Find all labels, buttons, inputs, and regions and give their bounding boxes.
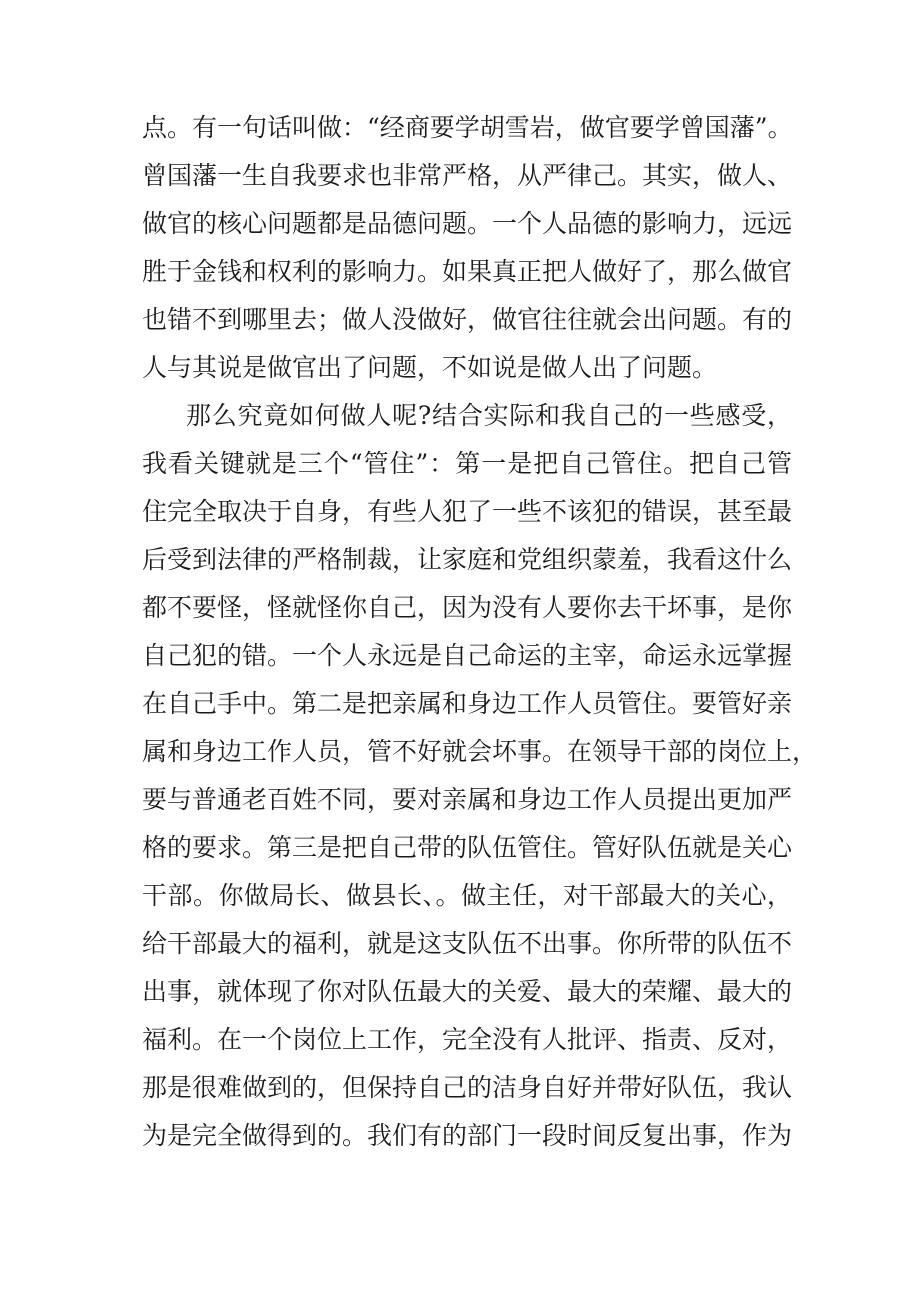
text-line: 干部。你做局长、做县长、。做主任，对干部最大的关心， (142, 881, 792, 910)
text-line: 自己犯的错。一个人永远是自己命运的主宰，命运永远掌握 (142, 641, 793, 670)
paragraph-2 (142, 392, 818, 1160)
text-line: 曾国藩一生自我要求也非常严格，从严律己。其实，做人、 (142, 161, 793, 190)
paragraph-1 (142, 104, 792, 392)
text-line: 属和身边工作人员，管不好就会坏事。在领导干部的岗位上， (142, 737, 818, 766)
text-line: 做官的核心问题都是品德问题。一个人品德的影响力，远远 (142, 209, 793, 238)
text-line: 我看关键就是三个“管住”：第一是把自己管住。把自己管 (142, 449, 792, 478)
text-line: 出事，就体现了你对队伍最大的关爱、最大的荣耀、最大的 (142, 977, 793, 1006)
text-line: 胜于金钱和权利的影响力。如果真正把人做好了，那么做官 (142, 257, 793, 286)
text-line: 住完全取决于自身，有些人犯了一些不该犯的错误，甚至最 (142, 497, 793, 526)
text-line: 要与普通老百姓不同，要对亲属和身边工作人员提出更加严 (142, 785, 793, 814)
text-line: 后受到法律的严格制裁，让家庭和党组织蒙羞，我看这什么 (142, 545, 793, 574)
text-line: 为是完全做得到的。我们有的部门一段时间反复出事，作为 (142, 1121, 793, 1150)
document-body (142, 104, 818, 1160)
text-line: 人与其说是做官出了问题，不如说是做人出了问题。 (142, 353, 718, 382)
text-line: 那么究竟如何做人呢?结合实际和我自己的一些感受， (186, 401, 792, 430)
text-line: 福利。在一个岗位上工作，完全没有人批评、指责、反对， (142, 1025, 793, 1054)
text-line: 格的要求。第三是把自己带的队伍管住。管好队伍就是关心 (142, 833, 793, 862)
text-line: 都不要怪，怪就怪你自己，因为没有人要你去干坏事，是你 (142, 593, 793, 622)
text-line: 给干部最大的福利，就是这支队伍不出事。你所带的队伍不 (142, 929, 793, 958)
text-line: 那是很难做到的，但保持自己的洁身自好并带好队伍，我认 (142, 1073, 793, 1102)
text-line: 也错不到哪里去；做人没做好，做官往往就会出问题。有的 (142, 305, 793, 334)
text-line: 点。有一句话叫做：“经商要学胡雪岩，做官要学曾国藩”。 (142, 113, 793, 142)
text-line: 在自己手中。第二是把亲属和身边工作人员管住。要管好亲 (142, 689, 793, 718)
